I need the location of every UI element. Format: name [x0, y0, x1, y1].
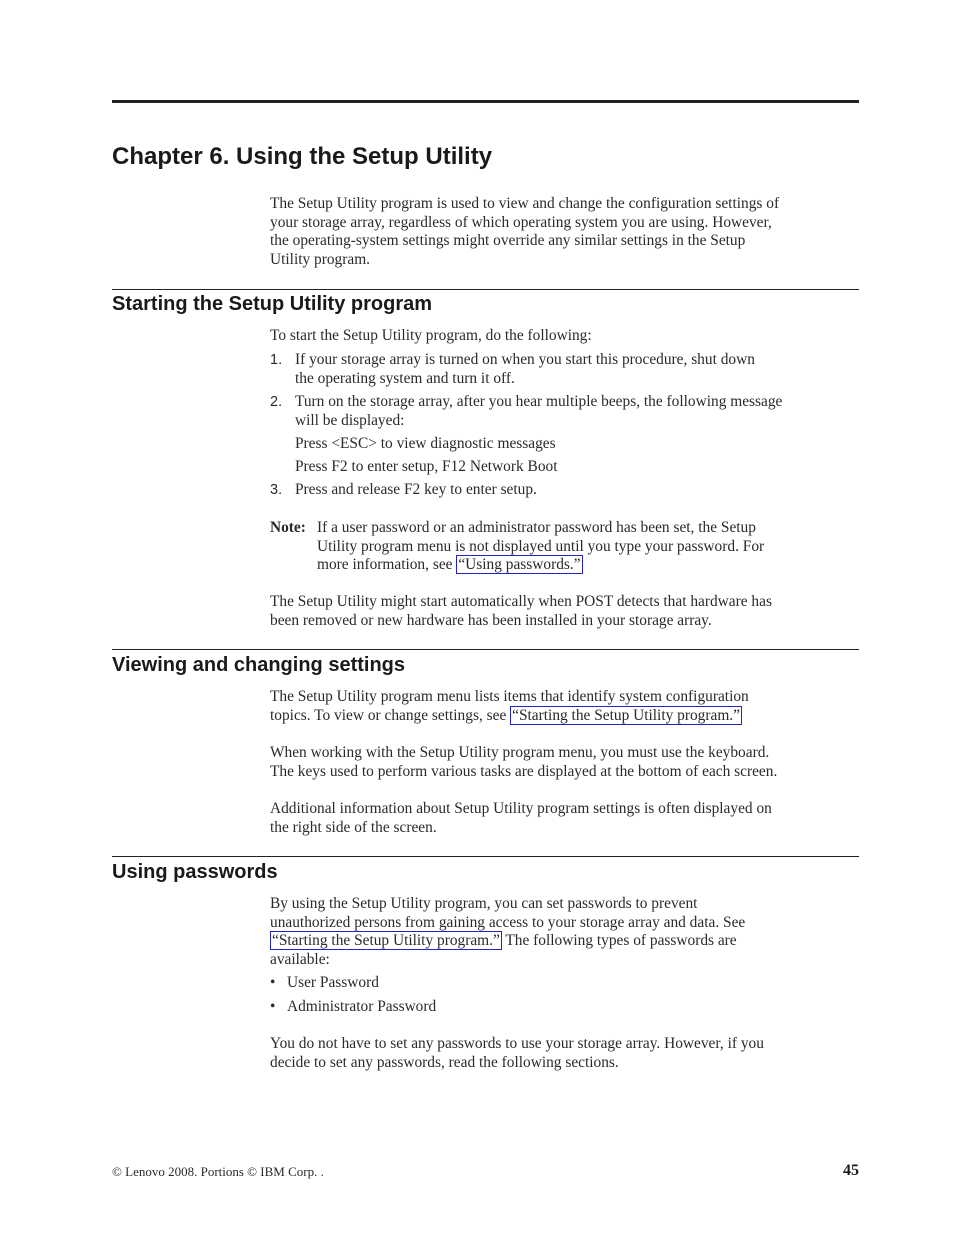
link-starting-setup-utility[interactable]: “Starting the Setup Utility program.” — [512, 706, 740, 724]
text-line: Press and release F2 key to enter setup. — [295, 481, 537, 498]
text-line: the operating-system settings might override any similar settings in the Setup — [270, 232, 746, 250]
text-line: your storage array, regardless of which operating system you are using. However, — [270, 213, 772, 231]
chapter-intro-paragraph — [270, 195, 860, 270]
text-line: The Setup Utility program menu lists items that identify system configuration — [270, 688, 749, 705]
text-line: Turn on the storage array, after you hear multiple beeps, the following message — [295, 393, 783, 410]
text-line: When working with the Setup Utility program menu, you must use the keyboard. — [270, 744, 770, 761]
message-line: Press F2 to enter setup, F12 Network Boot — [295, 458, 558, 475]
text-line: You do not have to set any passwords to use your storage array. However, if you — [270, 1035, 764, 1052]
passwords-paragraph-2 — [270, 1035, 860, 1072]
step-3-text — [295, 481, 860, 500]
chapter-title: Chapter 6. Using the Setup Utility — [112, 143, 493, 170]
message-line: Press <ESC> to view diagnostic messages — [295, 435, 556, 452]
section-title-using-passwords: Using passwords — [112, 861, 278, 883]
text-line: available: — [270, 951, 330, 969]
section-rule — [112, 289, 859, 290]
text-line: The Setup Utility might start automatically when POST detects that hardware has — [270, 593, 772, 610]
text-line — [270, 932, 860, 951]
footer-copyright: © Lenovo 2008. Portions © IBM Corp. . — [112, 1164, 324, 1179]
viewing-paragraph-3 — [270, 800, 860, 837]
text-fragment: more information, see — [317, 556, 457, 574]
viewing-paragraph-1 — [270, 688, 860, 725]
page-number: 45 — [843, 1162, 859, 1179]
step-number: 2. — [270, 394, 283, 410]
text-line: If a user password or an administrator password has been set, the Setup — [317, 519, 756, 536]
list-item-administrator-password: Administrator Password — [287, 998, 437, 1015]
text-line: been removed or new hardware has been installed in your storage array. — [270, 611, 712, 629]
text-line: decide to set any passwords, read the following sections. — [270, 1053, 619, 1071]
starting-lead-paragraph — [270, 327, 860, 346]
text-line: The Setup Utility program is used to view and change the configuration settings of — [270, 195, 780, 212]
note-text — [317, 519, 862, 575]
link-using-passwords[interactable]: “Using passwords.” — [458, 556, 581, 574]
text-fragment: topics. To view or change settings, see — [270, 706, 511, 724]
step-2-message — [295, 458, 860, 477]
text-line: the operating system and turn it off. — [295, 369, 515, 387]
text-line — [317, 556, 862, 575]
text-line: By using the Setup Utility program, you can set passwords to prevent — [270, 895, 698, 912]
section-title-starting-setup: Starting the Setup Utility program — [112, 293, 433, 315]
text-line: Utility program menu is not displayed until you type your password. For — [317, 537, 765, 555]
bullet-icon: • — [270, 974, 276, 991]
text-line: If your storage array is turned on when you start this procedure, shut down — [295, 351, 755, 368]
text-line: will be displayed: — [295, 411, 405, 429]
bullet-icon: • — [270, 998, 276, 1015]
text-fragment: The following types of passwords are — [501, 932, 737, 950]
step-number: 1. — [270, 352, 283, 368]
section-rule — [112, 856, 859, 857]
text-line: Additional information about Setup Utility program settings is often displayed on — [270, 800, 772, 817]
text-line: unauthorized persons from gaining access to your storage array and data. See — [270, 913, 746, 931]
step-number: 3. — [270, 482, 283, 498]
text-line: The keys used to perform various tasks are displayed at the bottom of each screen. — [270, 762, 778, 780]
text-line — [270, 707, 860, 726]
text-line: Utility program. — [270, 251, 371, 269]
step-2-message — [295, 435, 860, 454]
list-item-user-password: User Password — [287, 974, 379, 991]
step-1-text — [295, 351, 860, 388]
note-label: Note: — [270, 519, 306, 536]
section-title-viewing-settings: Viewing and changing settings — [112, 654, 405, 676]
link-starting-setup-utility[interactable]: “Starting the Setup Utility program.” — [272, 932, 500, 950]
section-rule — [112, 649, 859, 650]
passwords-paragraph-1 — [270, 895, 860, 970]
text-line: To start the Setup Utility program, do the following: — [270, 327, 592, 344]
chapter-top-rule — [112, 100, 859, 103]
viewing-paragraph-2 — [270, 744, 860, 781]
starting-closing-paragraph — [270, 593, 860, 630]
step-2-text — [295, 393, 860, 430]
text-line: the right side of the screen. — [270, 818, 437, 836]
